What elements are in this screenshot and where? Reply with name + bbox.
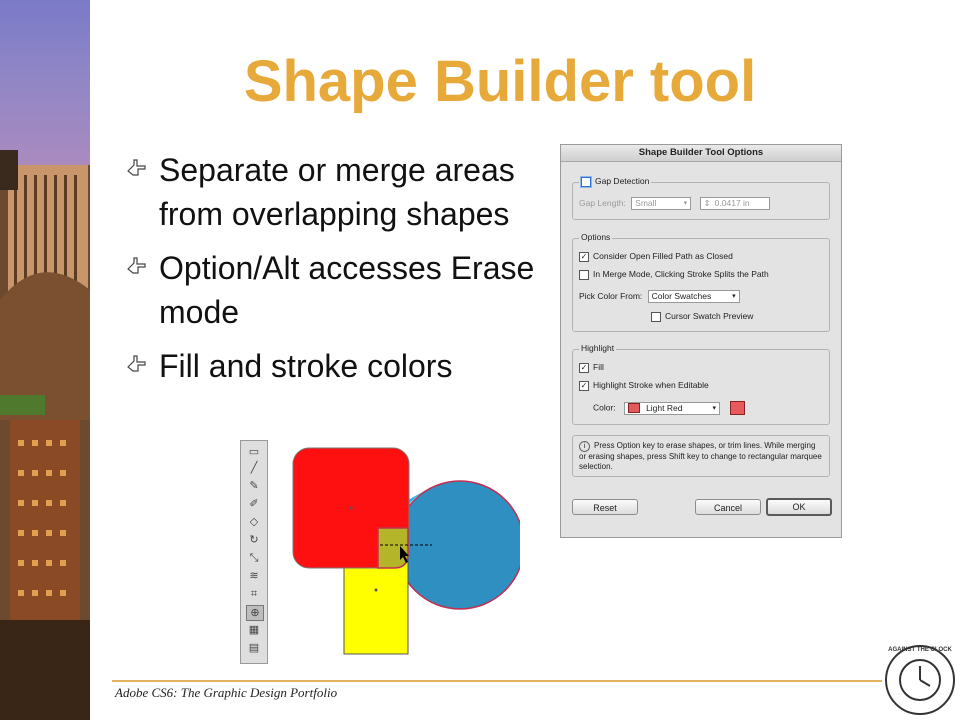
chevron-down-icon: ▾ [712,404,717,412]
pointing-hand-icon [125,255,147,277]
shape-builder-options-dialog [560,144,842,538]
highlight-group [572,343,830,425]
city-photo-strip [0,0,90,720]
consider-open-label: Consider Open Filled Path as Closed [593,251,733,261]
slide-title: Shape Builder tool [243,49,757,114]
scale-tool-icon[interactable]: ⤡ [249,552,259,564]
cancel-button[interactable]: Cancel [695,499,761,515]
shape-builder-tool-icon[interactable]: ⊕ [246,605,264,621]
tools-panel [240,440,268,664]
chevron-down-icon: ▾ [683,200,688,207]
against-the-clock-logo [880,640,958,718]
center-point [375,589,378,592]
bullet-item [125,246,535,334]
bullet-item [125,148,535,236]
blue-circle[interactable] [396,481,520,609]
gap-value-field[interactable] [700,197,770,210]
cursor-preview-checkbox[interactable] [651,312,661,322]
gap-length-select[interactable] [631,197,691,210]
eraser-tool-icon[interactable]: ◇ [249,516,259,528]
info-icon: i [579,441,590,452]
merge-mode-label: In Merge Mode, Clicking Stroke Splits the Path [593,269,769,279]
color-label: Color: [593,402,616,413]
center-point [350,507,353,510]
svg-text:AGAINST THE CLOCK: AGAINST THE CLOCK [888,647,952,653]
stepper-icon: ⇕ [703,198,711,208]
fill-checkbox[interactable]: ✓ [580,362,588,372]
perspective-grid-tool-icon[interactable]: ▦ [248,624,260,636]
color-preview-swatch[interactable] [730,401,745,415]
blob-brush-tool-icon[interactable]: ✐ [249,498,259,510]
rectangle-tool-icon[interactable]: ▭ [248,446,260,458]
pointing-hand-icon [125,353,147,375]
pointing-hand-icon [125,157,147,179]
rotate-tool-icon[interactable]: ↻ [249,534,259,546]
dialog-title: Shape Builder Tool Options [561,145,841,162]
gap-length-value: Small [635,198,657,208]
options-group [572,232,830,332]
gap-detection-label: Gap Detection [595,176,650,186]
width-tool-icon[interactable]: ≋ [249,570,259,582]
bullet-text: Fill and stroke colors [159,348,453,384]
bullet-item [125,344,535,388]
gap-value: 0.0417 in [714,198,750,208]
footer-rule [112,680,882,682]
free-transform-tool-icon[interactable]: ⌗ [250,588,258,600]
gap-detection-group [572,176,830,220]
highlight-color-value: Light Red [646,402,683,413]
city-skyline-image [0,0,90,720]
highlighted-intersection [378,528,408,568]
overlapping-shapes [280,438,520,668]
chevron-down-icon: ▾ [732,293,736,300]
highlight-legend: Highlight [581,343,615,353]
cursor-preview-label: Cursor Swatch Preview [665,311,754,321]
pick-color-label: Pick Color From: [579,290,643,301]
info-box [572,435,830,477]
bullet-text: Option/Alt accesses Erase mode [159,250,535,330]
footer-text: Adobe CS6: The Graphic Design Portfolio [115,685,338,700]
pick-color-value: Color Swatches [651,291,712,301]
color-swatch [628,403,640,413]
gap-detection-checkbox[interactable] [581,177,591,187]
fill-label: Fill [593,362,604,372]
mesh-tool-icon[interactable]: ▤ [248,642,260,654]
bullet-list [125,148,535,398]
highlight-color-select[interactable] [624,402,720,415]
options-legend: Options [581,232,611,242]
consider-open-checkbox[interactable]: ✓ [580,251,588,261]
ok-button[interactable]: OK [766,498,832,516]
paintbrush-tool-icon[interactable]: ╱ [250,462,258,474]
merge-mode-checkbox[interactable] [579,270,589,280]
highlight-stroke-label: Highlight Stroke when Editable [593,380,709,390]
shape-builder-illustration [240,438,520,668]
gap-length-label: Gap Length: [579,197,626,208]
reset-button[interactable]: Reset [572,499,638,515]
highlight-stroke-checkbox[interactable]: ✓ [580,380,588,390]
pencil-tool-icon[interactable]: ✎ [249,480,259,492]
pick-color-select[interactable] [648,290,740,303]
bullet-text: Separate or merge areas from overlapping shapes [159,152,515,232]
info-text: Press Option key to erase shapes, or trim lines. While merging or erasing shapes, press Shift key to change to rectangular marquee selection. [579,441,822,471]
